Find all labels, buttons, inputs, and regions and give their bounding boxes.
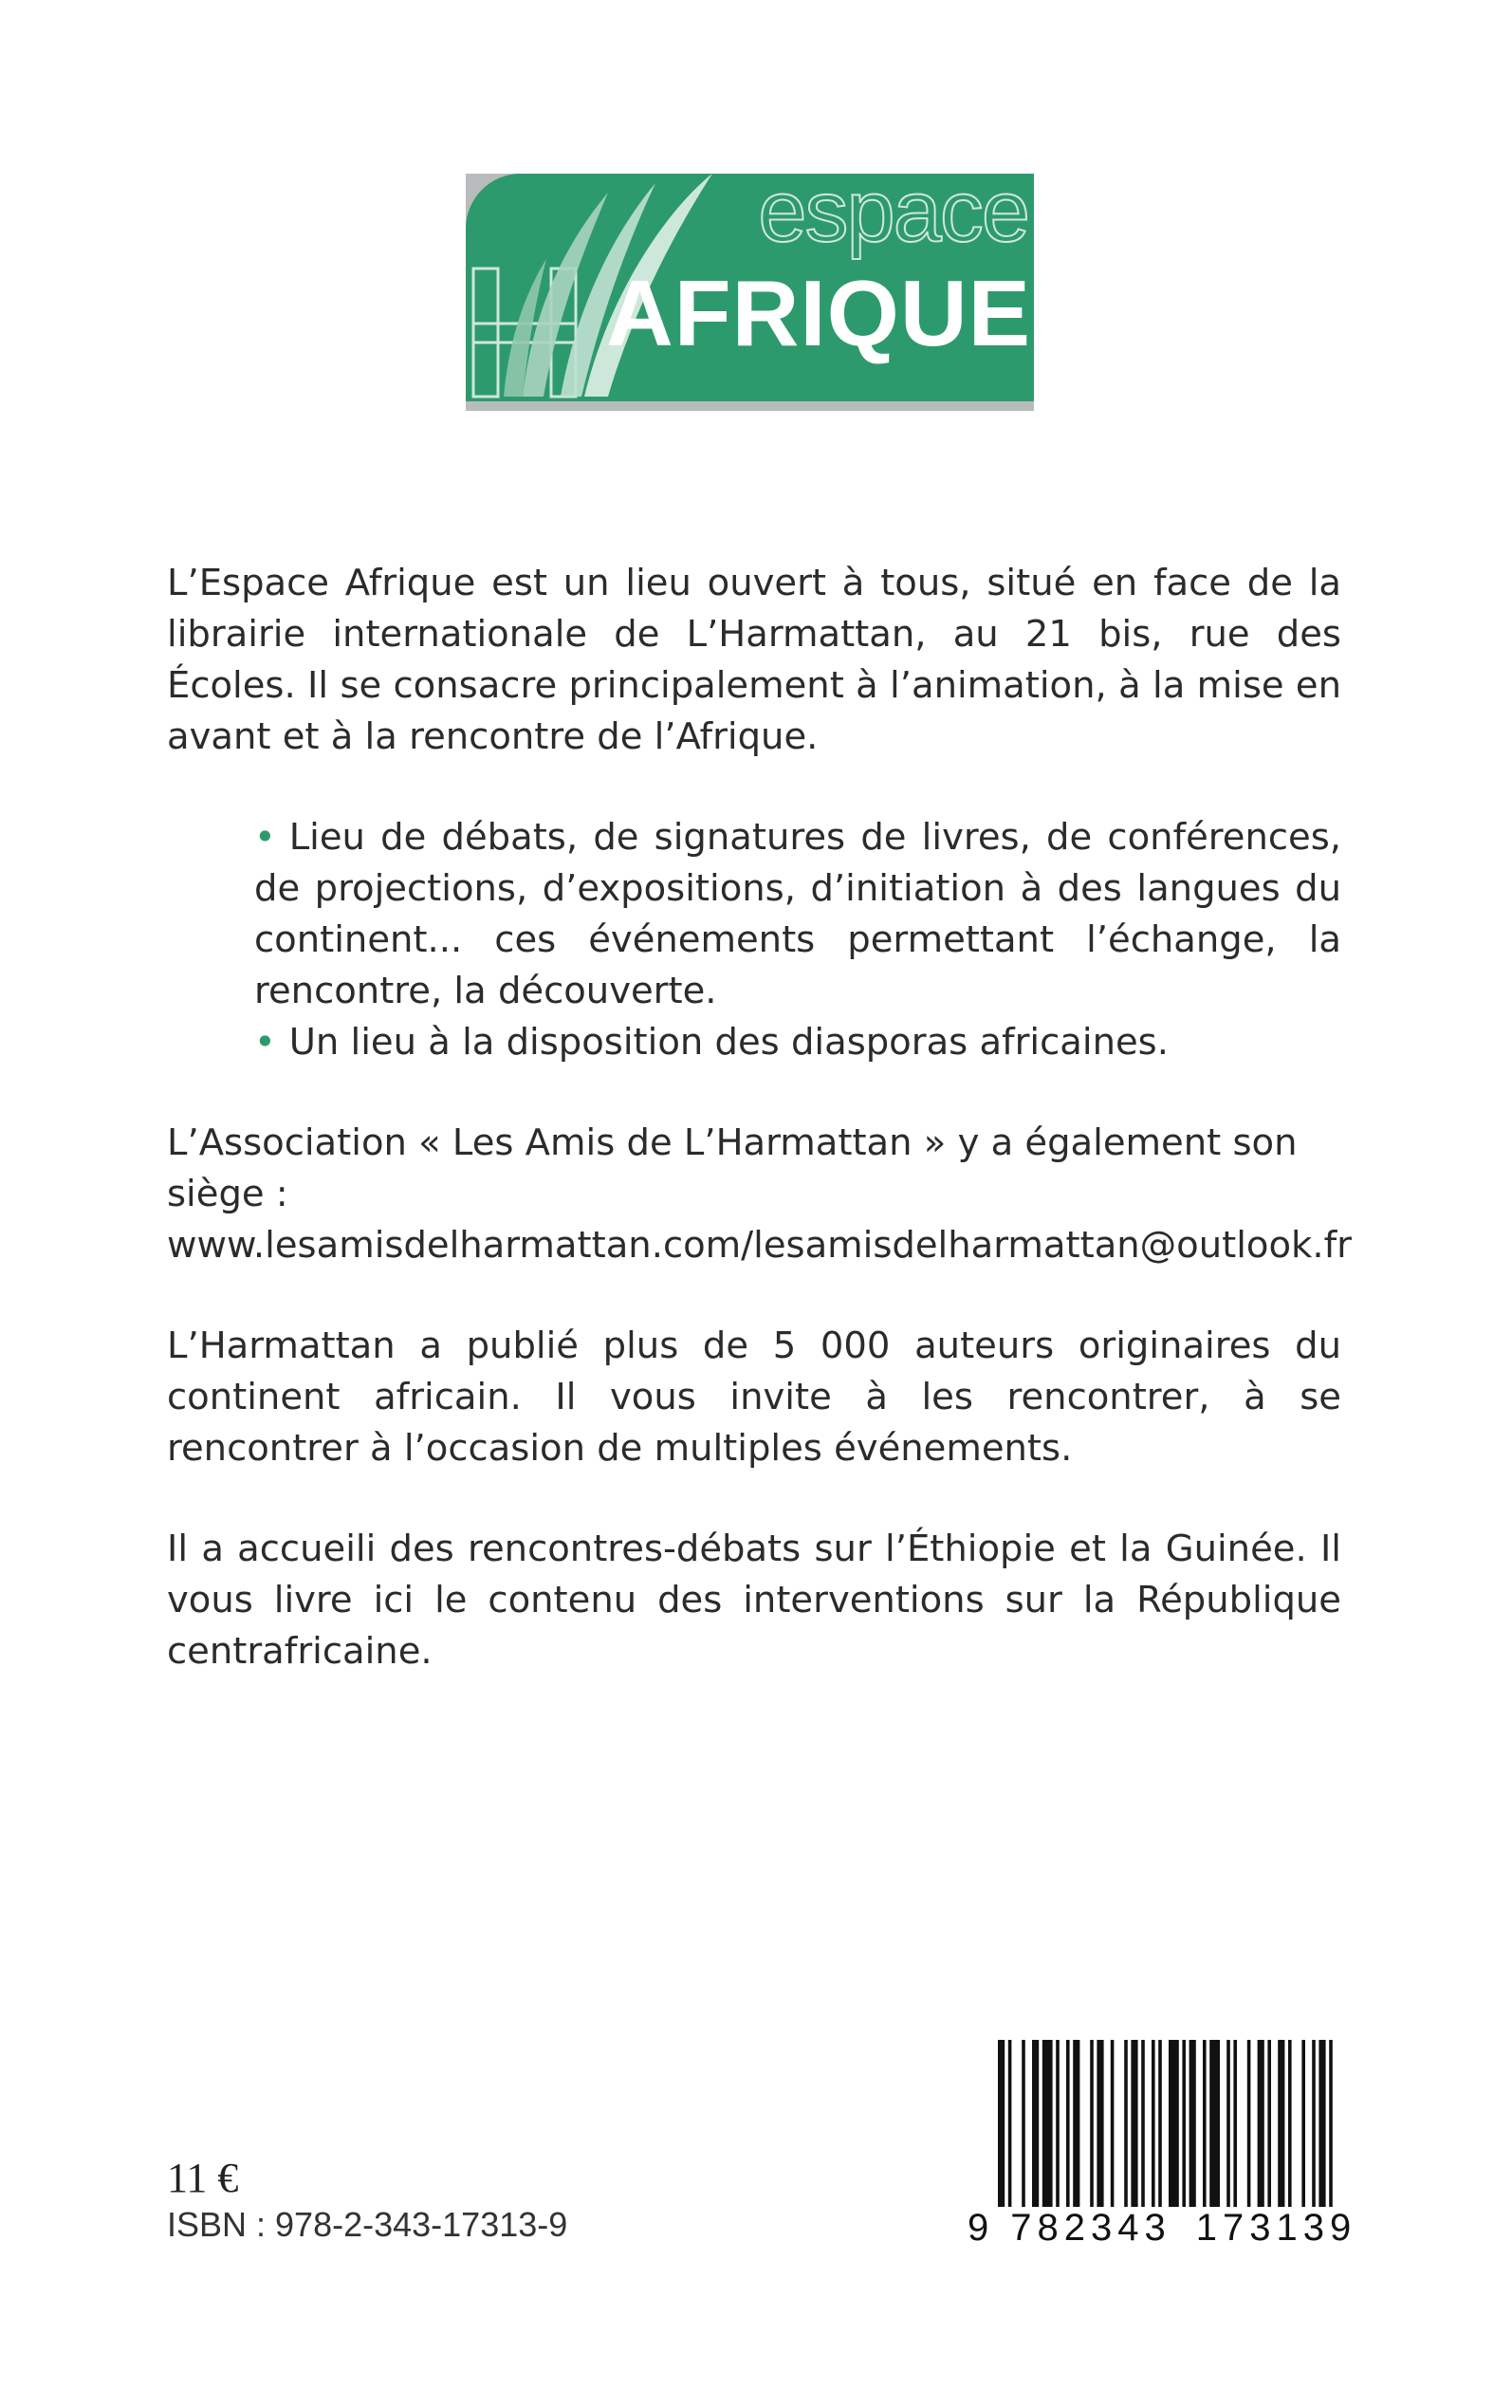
association-text: L’Association « Les Amis de L’Harmattan » y a également son siège : [167,1121,1298,1215]
barcode-bar [1090,2040,1094,2207]
logo-word-afrique: AFRIQUE [606,261,1031,365]
barcode-bar [1131,2040,1137,2207]
barcode-bar [1141,2040,1145,2207]
bullet-icon: • [254,816,276,859]
barcode-bar [998,2040,1005,2226]
barcode-bar [1233,2040,1237,2207]
list-item: • Lieu de débats, de signatures de livres, de conférences, de projections, d’expositions, d’initiation à des langues du continent... ces événements permettant l’échange, la rencontre, la découverte. [254,816,1341,1012]
barcode-bar [1073,2040,1079,2207]
barcode-digits: 9 782343 173139 [968,2207,1357,2249]
barcode-bar [1189,2040,1196,2226]
barcode-bar [1318,2040,1325,2207]
barcode [968,2040,1357,2249]
bullet-icon: • [254,1021,276,1064]
barcode-bar [1022,2040,1025,2207]
association-links: www.lesamisdelharmattan.com/lesamisdelharmattan@outlook.fr [167,1224,1352,1267]
barcode-bar [1209,2040,1220,2207]
logo-panel [466,174,1034,401]
barcode-bar [1111,2040,1115,2207]
barcode-bar [1097,2040,1103,2207]
barcode-bar [1182,2040,1186,2207]
barcode-bar [1032,2040,1039,2207]
barcode-bar [1288,2040,1292,2207]
barcode-bar [1056,2040,1060,2207]
list-item: • Un lieu à la disposition des diasporas africaines. [254,1021,1169,1064]
barcode-bar [1312,2040,1316,2207]
barcode-bar [1226,2040,1230,2207]
feature-list [254,812,1341,1068]
price: 11 € [167,2155,239,2201]
barcode-bar [1008,2040,1012,2226]
barcode-bar [1267,2040,1271,2207]
barcode-bar [1247,2040,1251,2207]
authors-paragraph: L’Harmattan a publié plus de 5 000 auteurs originaires du continent africain. Il vous invite à les rencontrer, à se rencontrer à l’occasion de multiples événements. [167,1324,1341,1470]
barcode-bar [1066,2040,1070,2207]
barcode-bar [1278,2040,1284,2207]
barcode-bar [1158,2040,1162,2207]
barcode-bar [1124,2040,1128,2207]
back-cover-text [167,558,1352,1677]
barcode-bar [1152,2040,1155,2207]
closing-paragraph: Il a accueili des rencontres-débats sur l’Éthiopie et la Guinée. Il vous livre ici le contenu des interventions sur la République centrafricaine. [167,1528,1341,1673]
barcode-bar [1301,2040,1305,2207]
barcode-bar [1329,2040,1333,2207]
barcode-bar [1203,2040,1207,2226]
barcode-bar [1258,2040,1264,2207]
intro-paragraph: L’Espace Afrique est un lieu ouvert à tous, situé en face de la librairie internationale de L’Harmattan, au 21 bis, rue des Écoles. Il se consacre principalement à l’animation, à la mise en avant et à la rencontre de l’Afrique. [167,562,1341,758]
association-paragraph [167,1118,1352,1271]
isbn: ISBN : 978-2-343-17313-9 [167,2205,568,2244]
espace-afrique-logo [466,174,1034,411]
barcode-bar [1169,2040,1179,2207]
barcode-bars [998,2040,1336,2226]
logo-word-espace: espace [758,174,1028,260]
barcode-bar [1042,2040,1053,2207]
